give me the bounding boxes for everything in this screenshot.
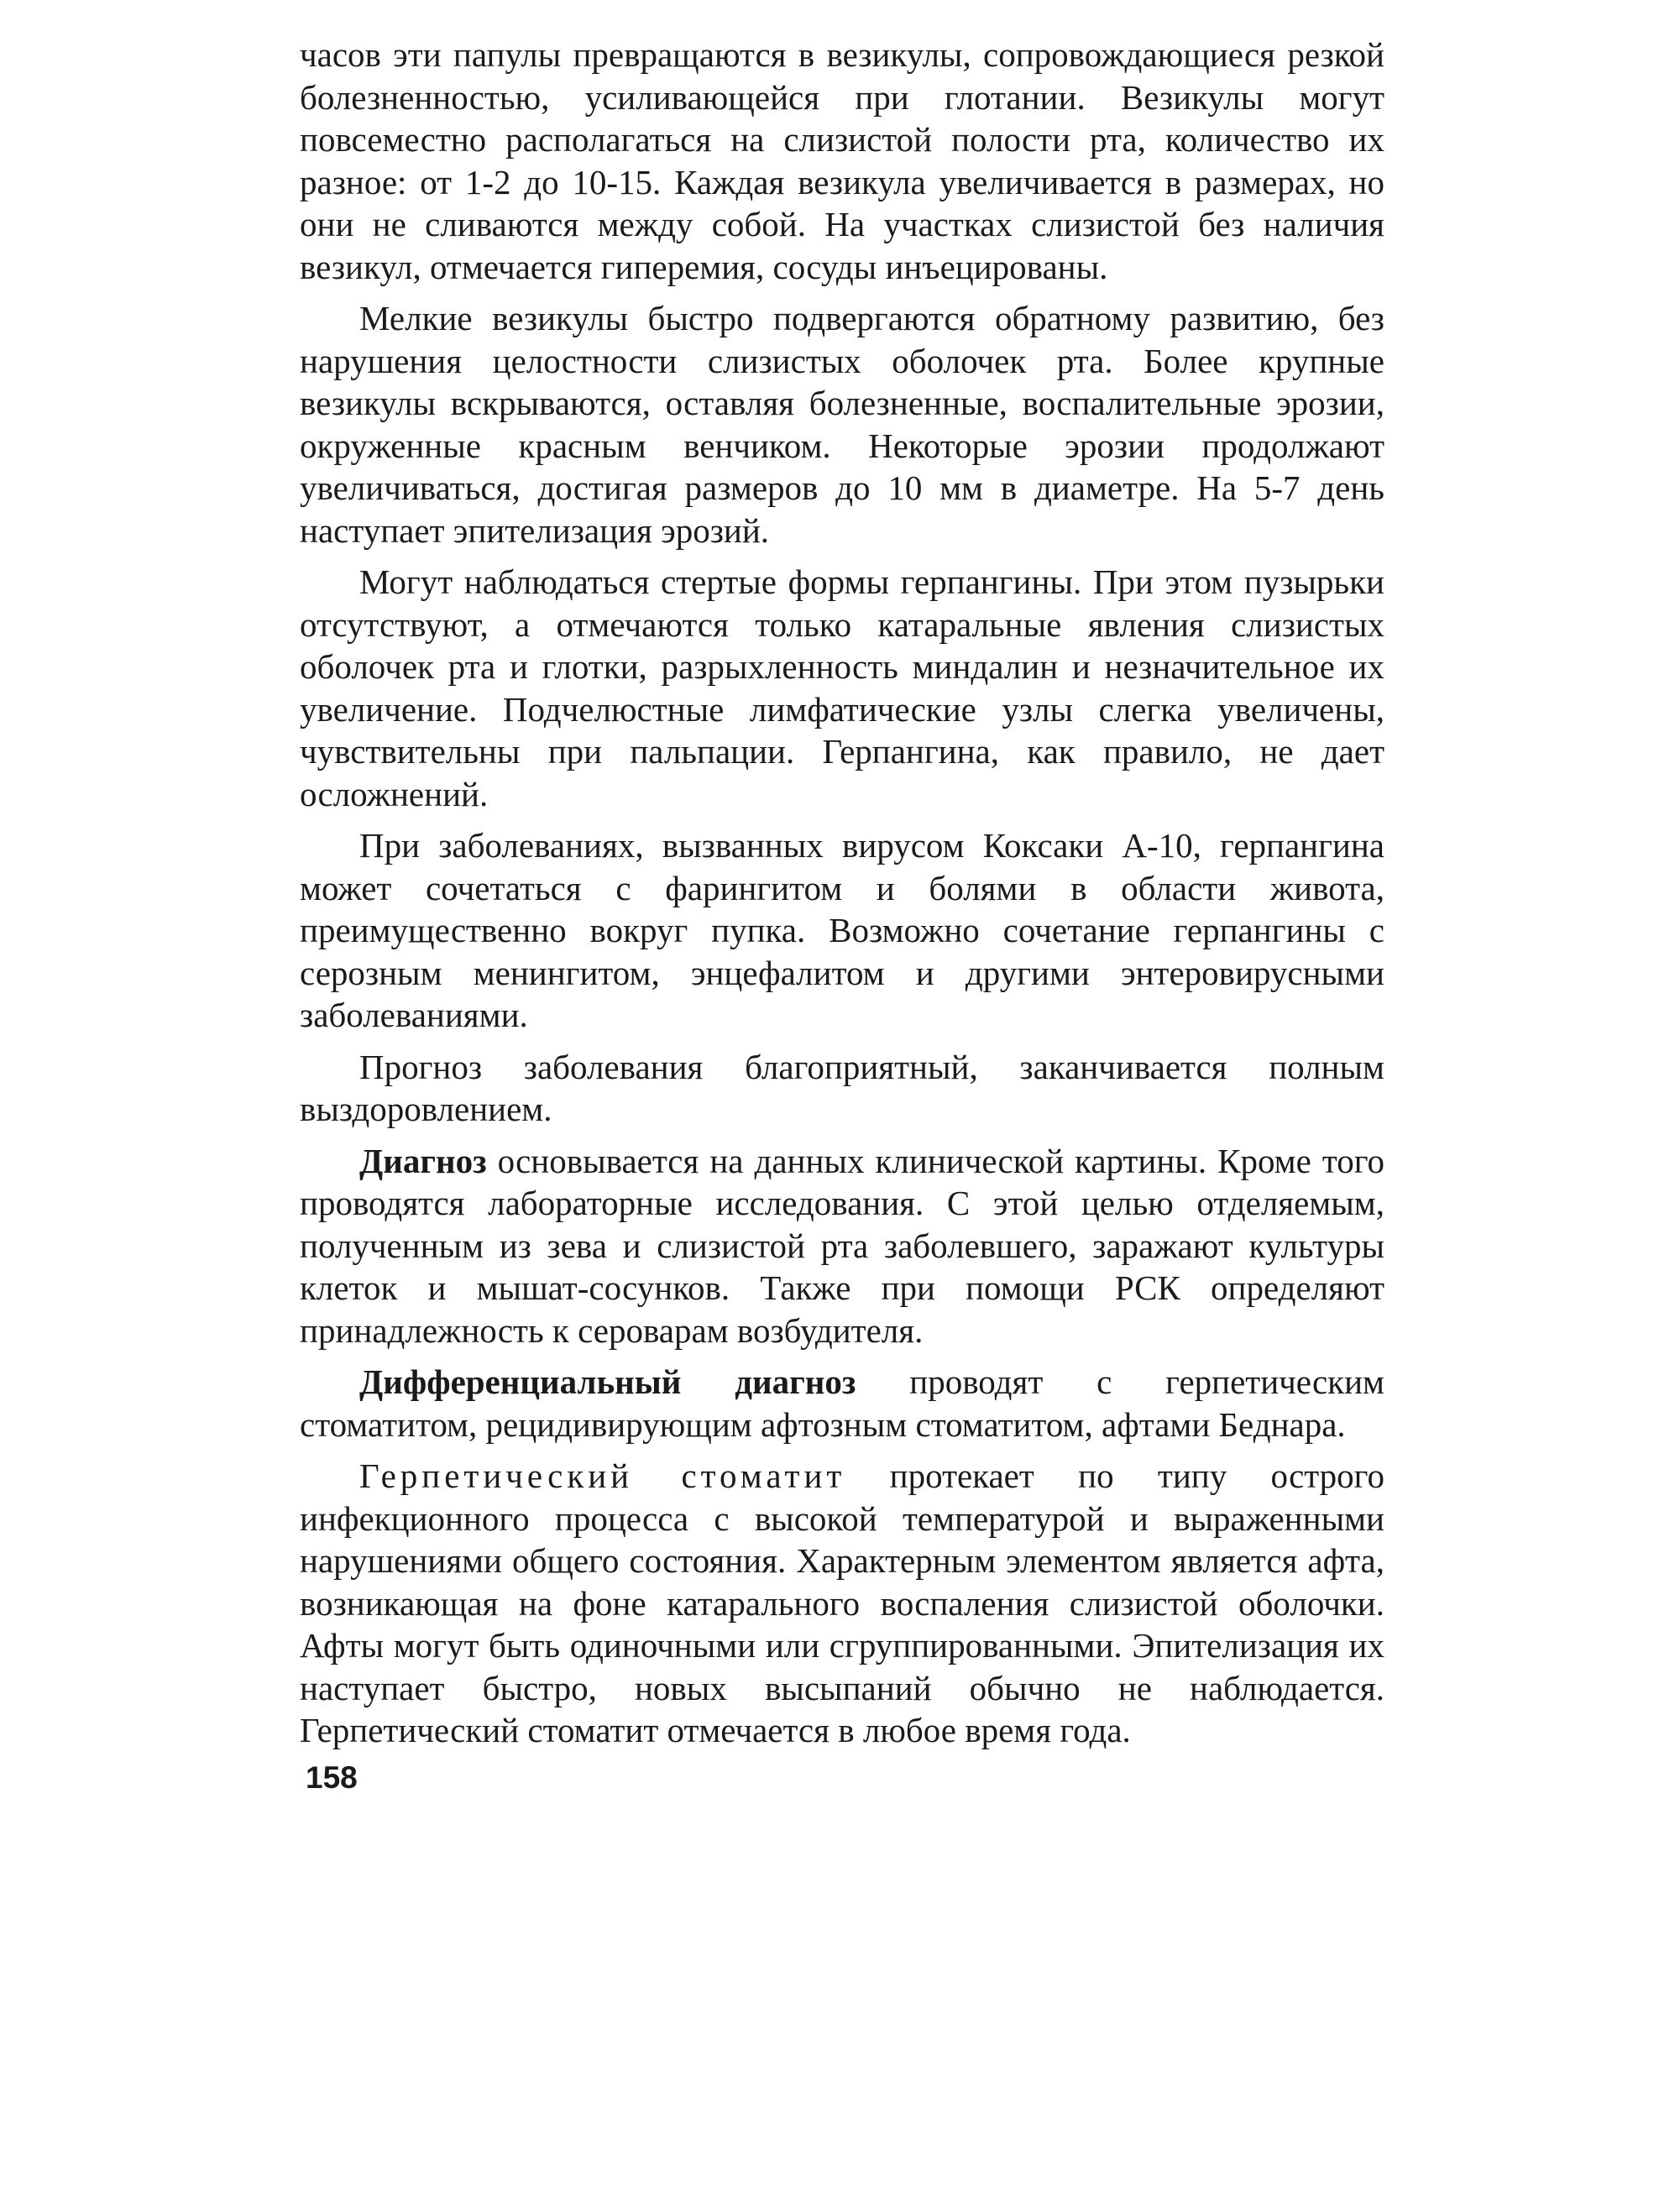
paragraph-text: Прогноз заболевания благоприятный, заканчивается полным выздоровлением. (300, 1047, 1384, 1128)
term-herpetic-stomatitis: Герпетический стоматит (359, 1456, 846, 1495)
paragraph-text: Могут наблюдаться стертые формы герпангины. При этом пузырьки отсутствуют, а отмечаются только катаральные явления слизистых оболочек рта и глотки, разрыхленность миндалин и незначительное их увеличение. Подчелюстные лимфатические узлы слегка увеличены, чувствительны при пальпации. Герпангина, как правило, не дает осложнений. (300, 562, 1384, 813)
paragraph-text: При заболеваниях, вызванных вирусом Коксаки А-10, герпангина может сочетаться с фарингитом и болями в области живота, преимущественно вокруг пупка. Возможно сочетание герпангины с серозным менингитом, энцефалитом и другими энтеровирусными заболеваниями. (300, 826, 1384, 1034)
paragraph-text: часов эти папулы превращаются в везикулы, сопровождающиеся резкой болезненностью, усиливающейся при глотании. Везикулы могут повсеместно располагаться на слизистой полости рта, количество их разное: от 1-2 до 10-15. Каждая везикула увеличивается в размерах, но они не сливаются между собой. На участках слизистой без наличия везикул, отмечается гиперемия, сосуды инъецированы. (300, 35, 1384, 286)
paragraph-small-vesicles (300, 297, 1384, 552)
paragraph-herpetic-stomatitis (300, 1455, 1384, 1752)
paragraph-differential-diagnosis (300, 1361, 1384, 1446)
paragraph-vesicles (300, 34, 1384, 288)
page-body (300, 34, 1384, 1752)
term-diagnosis: Диагноз (359, 1141, 487, 1180)
paragraph-erased-forms (300, 561, 1384, 815)
paragraph-text: протекает по типу острого инфекционного процесса с высокой температурой и выраженными нарушениями общего состояния. Характерным элементом является афта, возникающая на фоне катарального воспаления слизистой оболочки. Афты могут быть одиночными или сгруппированными. Эпителизация их наступает быстро, новых высыпаний обычно не наблюдается. Герпетический стоматит отмечается в любое время года. (300, 1456, 1384, 1749)
paragraph-text: основывается на данных клинической картины. Кроме того проводятся лабораторные исследования. С этой целью отделяемым, полученным из зева и слизистой рта заболевшего, заражают культуры клеток и мышат-сосунков. Также при помощи РСК определяют принадлежность к сероварам возбудителя. (300, 1141, 1384, 1350)
paragraph-diagnosis (300, 1140, 1384, 1352)
paragraph-prognosis (300, 1046, 1384, 1131)
paragraph-text: проводят с герпетическим стоматитом, рецидивирующим афтозным стоматитом, афтами Беднара. (300, 1362, 1384, 1444)
paragraph-text: Мелкие везикулы быстро подвергаются обратному развитию, без нарушения целостности слизистых оболочек рта. Более крупные везикулы вскрываются, оставляя болезненные, воспалительные эрозии, окруженные красным венчиком. Некоторые эрозии продолжают увеличиваться, достигая размеров до 10 мм в диаметре. На 5-7 день наступает эпителизация эрозий. (300, 299, 1384, 550)
paragraph-coxsackie (300, 824, 1384, 1037)
page-number: 158 (306, 1760, 358, 1795)
term-differential-diagnosis: Дифференциальный диагноз (359, 1362, 856, 1401)
